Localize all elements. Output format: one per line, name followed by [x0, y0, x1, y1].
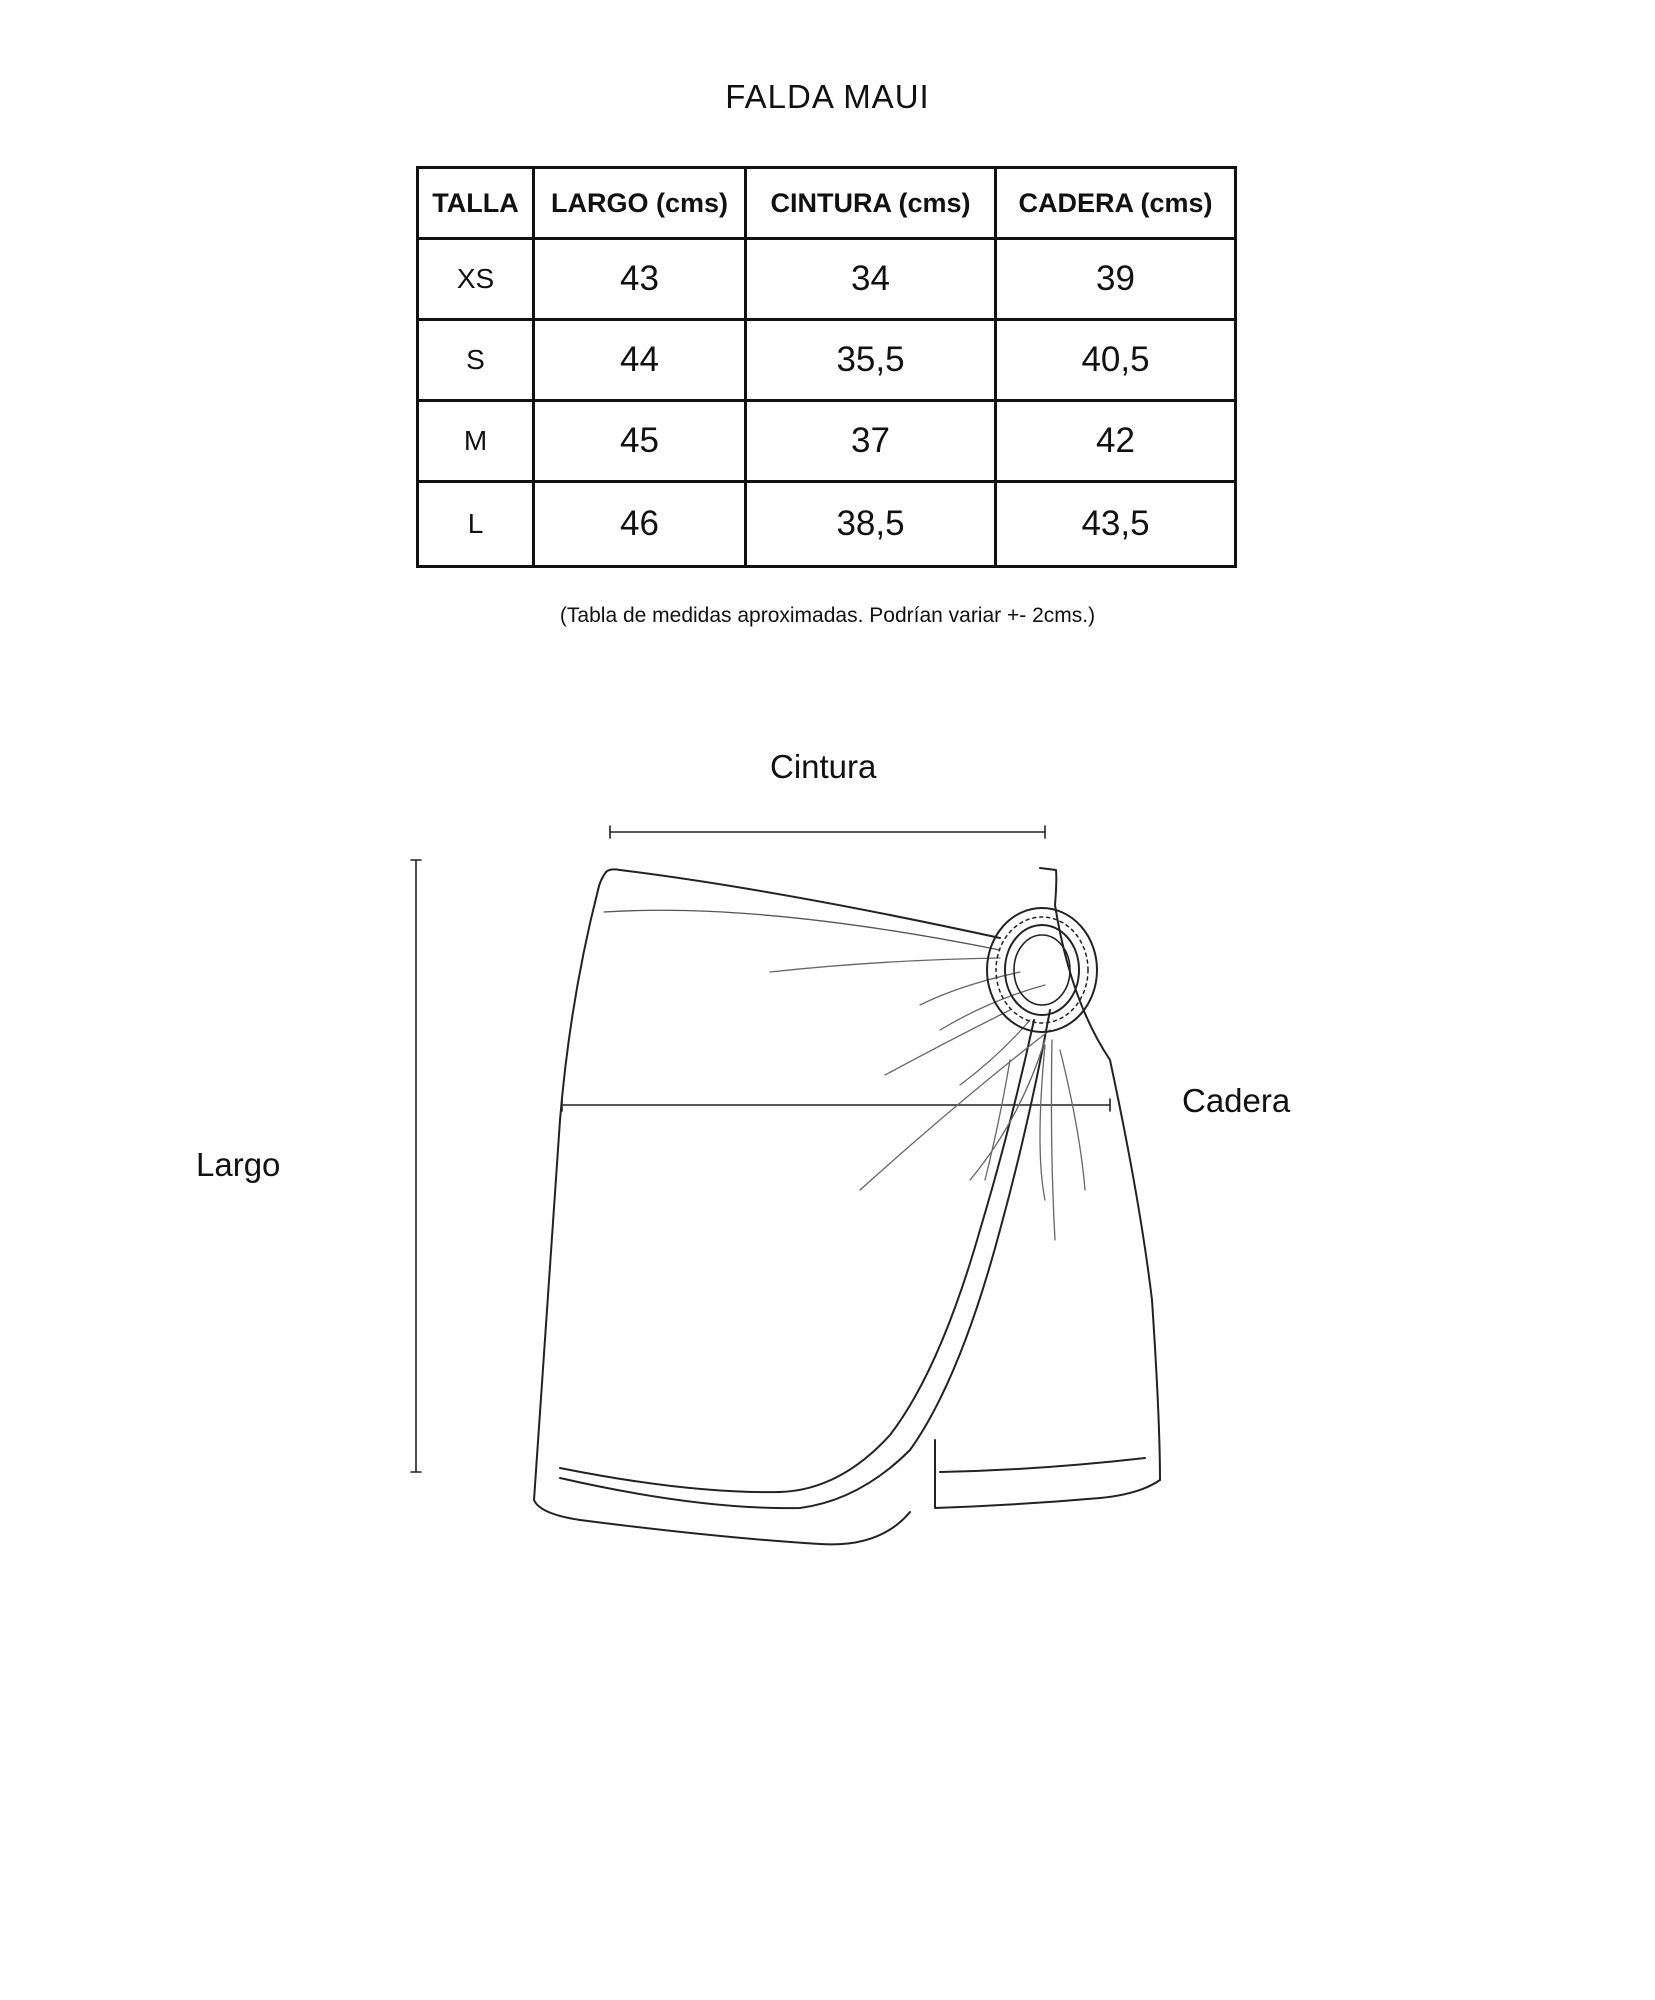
cintura-cell: 35,5: [746, 320, 996, 401]
cintura-label: Cintura: [770, 748, 877, 785]
waistband: [604, 910, 1000, 950]
talla-cell: M: [418, 401, 534, 482]
cintura-cell: 38,5: [746, 482, 996, 567]
ring-buckle: [987, 908, 1097, 1032]
drape-folds: [770, 958, 1085, 1240]
cadera-cell: 39: [996, 239, 1236, 320]
header-cintura: CINTURA (cms): [746, 168, 996, 239]
largo-label: Largo: [196, 1146, 281, 1183]
cadera-label: Cadera: [1182, 1082, 1291, 1119]
cadera-cell: 42: [996, 401, 1236, 482]
largo-cell: 45: [534, 401, 746, 482]
talla-cell: L: [418, 482, 534, 567]
header-cadera: CADERA (cms): [996, 168, 1236, 239]
cintura-cell: 37: [746, 401, 996, 482]
skirt-outline: [534, 868, 1160, 1544]
talla-cell: XS: [418, 239, 534, 320]
cadera-cell: 43,5: [996, 482, 1236, 567]
largo-cell: 44: [534, 320, 746, 401]
measurement-note: (Tabla de medidas aproximadas. Podrían variar +- 2cms.): [559, 604, 1096, 627]
cadera-measure-line: [562, 1099, 1110, 1111]
page-title: FALDA MAUI: [725, 78, 930, 115]
largo-cell: 43: [534, 239, 746, 320]
cintura-measure-line: [610, 826, 1045, 838]
largo-cell: 46: [534, 482, 746, 567]
header-largo: LARGO (cms): [534, 168, 746, 239]
cadera-cell: 40,5: [996, 320, 1236, 401]
header-talla: TALLA: [418, 168, 534, 239]
talla-cell: S: [418, 320, 534, 401]
cintura-cell: 34: [746, 239, 996, 320]
largo-measure-line: [411, 860, 421, 1472]
